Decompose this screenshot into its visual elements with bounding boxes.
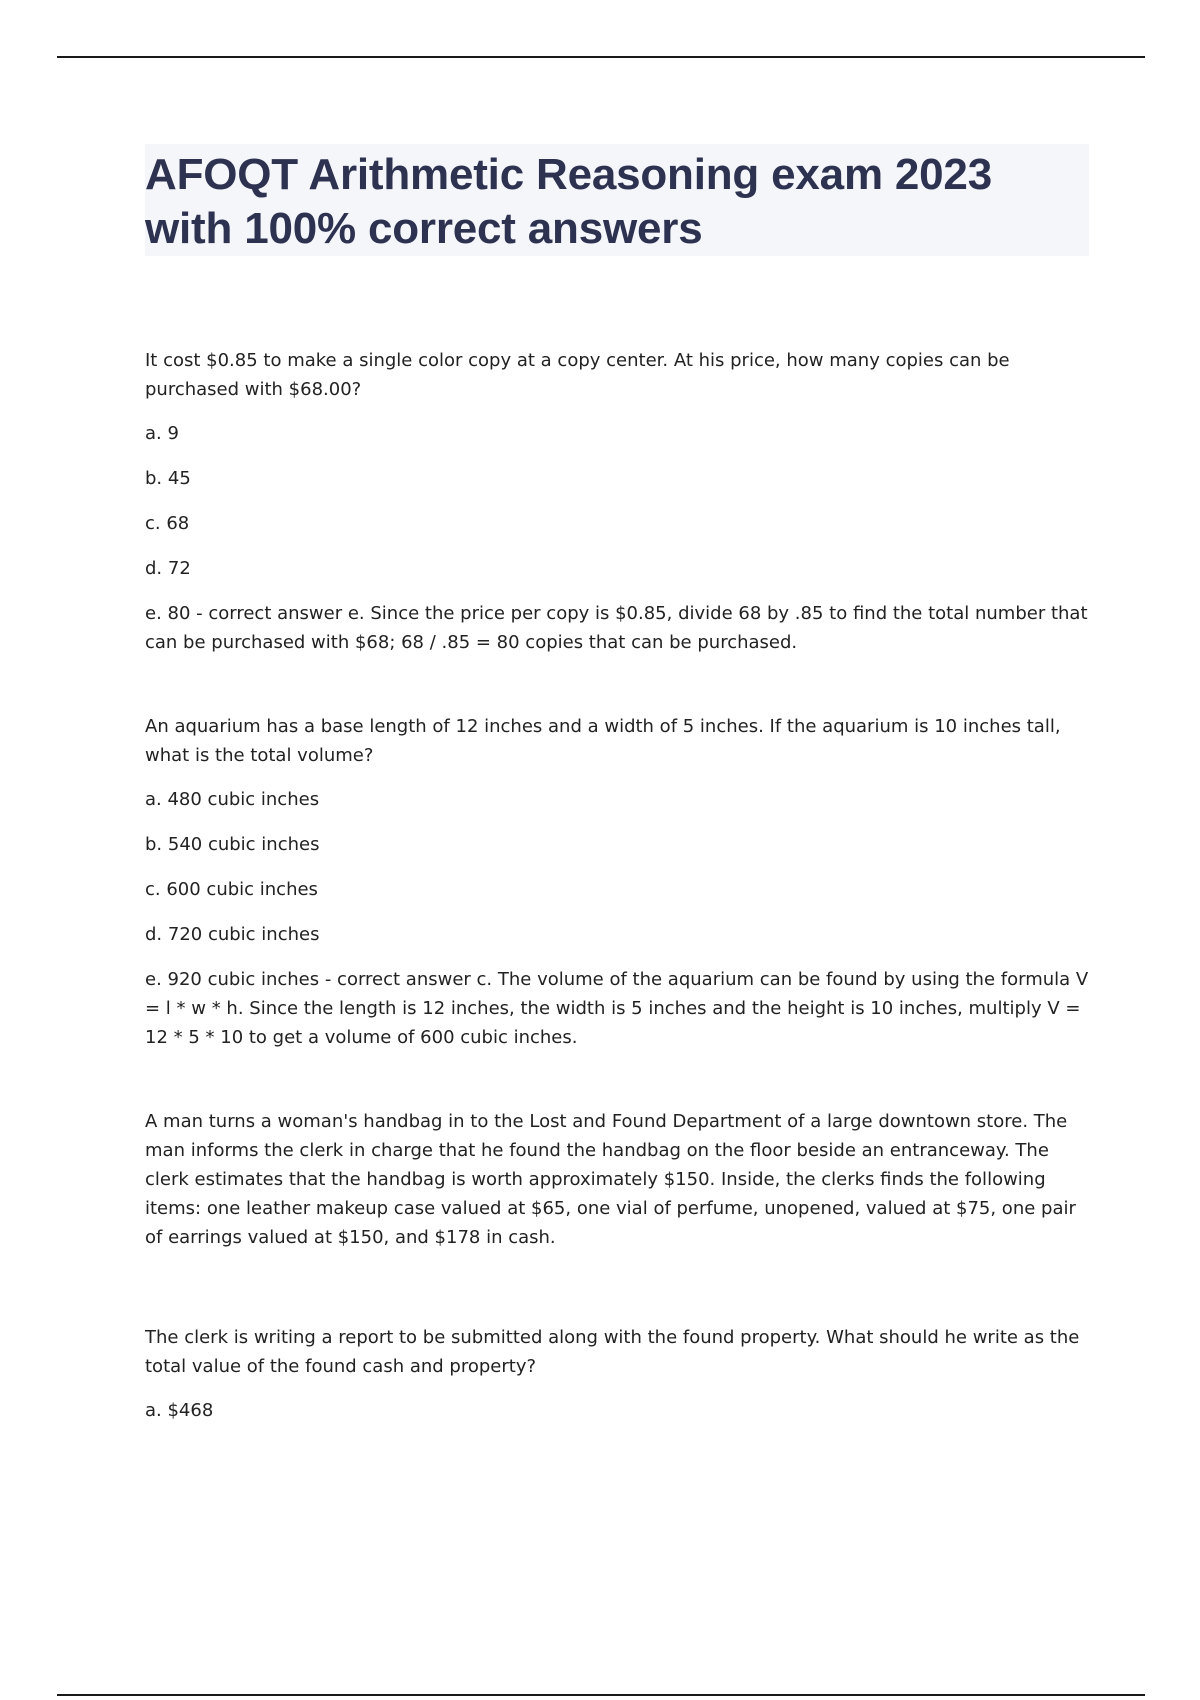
answer-option: a. 9	[145, 423, 179, 444]
answer-option: c. 600 cubic inches	[145, 879, 318, 900]
footer-rule	[57, 1694, 1145, 1696]
question-3	[145, 1323, 1090, 1425]
answer-option: b. 45	[145, 468, 191, 489]
question-1	[145, 346, 1090, 657]
title-banner	[145, 144, 1089, 256]
answer-option: a. 480 cubic inches	[145, 789, 320, 810]
question-2	[145, 712, 1090, 1052]
header-rule	[57, 56, 1145, 58]
answer-option-correct: e. 80 - correct answer e. Since the price per copy is $0.85, divide 68 by .85 to find the total number that can be purchased with $68; 68 / .85 = 80 copies that can be purchased.	[145, 603, 1088, 653]
scenario-paragraph: A man turns a woman's handbag in to the Lost and Found Department of a large downtown store. The man informs the clerk in charge that he found the handbag on the floor beside an entranceway. The clerk estimates that the handbag is worth approximately $150. Inside, the clerks finds the following items: one leather makeup case valued at $65, one vial of perfume, unopened, valued at $75, one pair of earrings valued at $150, and $178 in cash.	[145, 1111, 1076, 1248]
page-title-line-1: AFOQT Arithmetic Reasoning exam 2023	[145, 150, 992, 199]
answer-option: c. 68	[145, 513, 190, 534]
answer-option: d. 720 cubic inches	[145, 924, 320, 945]
answer-option-correct: e. 920 cubic inches - correct answer c. The volume of the aquarium can be found by using the formula V = l * w * h. Since the length is 12 inches, the width is 5 inches and the height is 10 inches, multiply V = 12 * 5 * 10 to get a volume of 600 cubic inches.	[145, 969, 1089, 1048]
question-text: It cost $0.85 to make a single color copy at a copy center. At his price, how many copies can be purchased with $68.00?	[145, 350, 1010, 400]
question-text: The clerk is writing a report to be submitted along with the found property. What should he write as the total value of the found cash and property?	[145, 1327, 1080, 1377]
answer-option: b. 540 cubic inches	[145, 834, 320, 855]
document-body	[145, 346, 1090, 1441]
question-text: An aquarium has a base length of 12 inches and a width of 5 inches. If the aquarium is 10 inches tall, what is the total volume?	[145, 716, 1061, 766]
answer-option: a. $468	[145, 1400, 214, 1421]
answer-option: d. 72	[145, 558, 191, 579]
page-title-line-2: with 100% correct answers	[145, 204, 703, 253]
